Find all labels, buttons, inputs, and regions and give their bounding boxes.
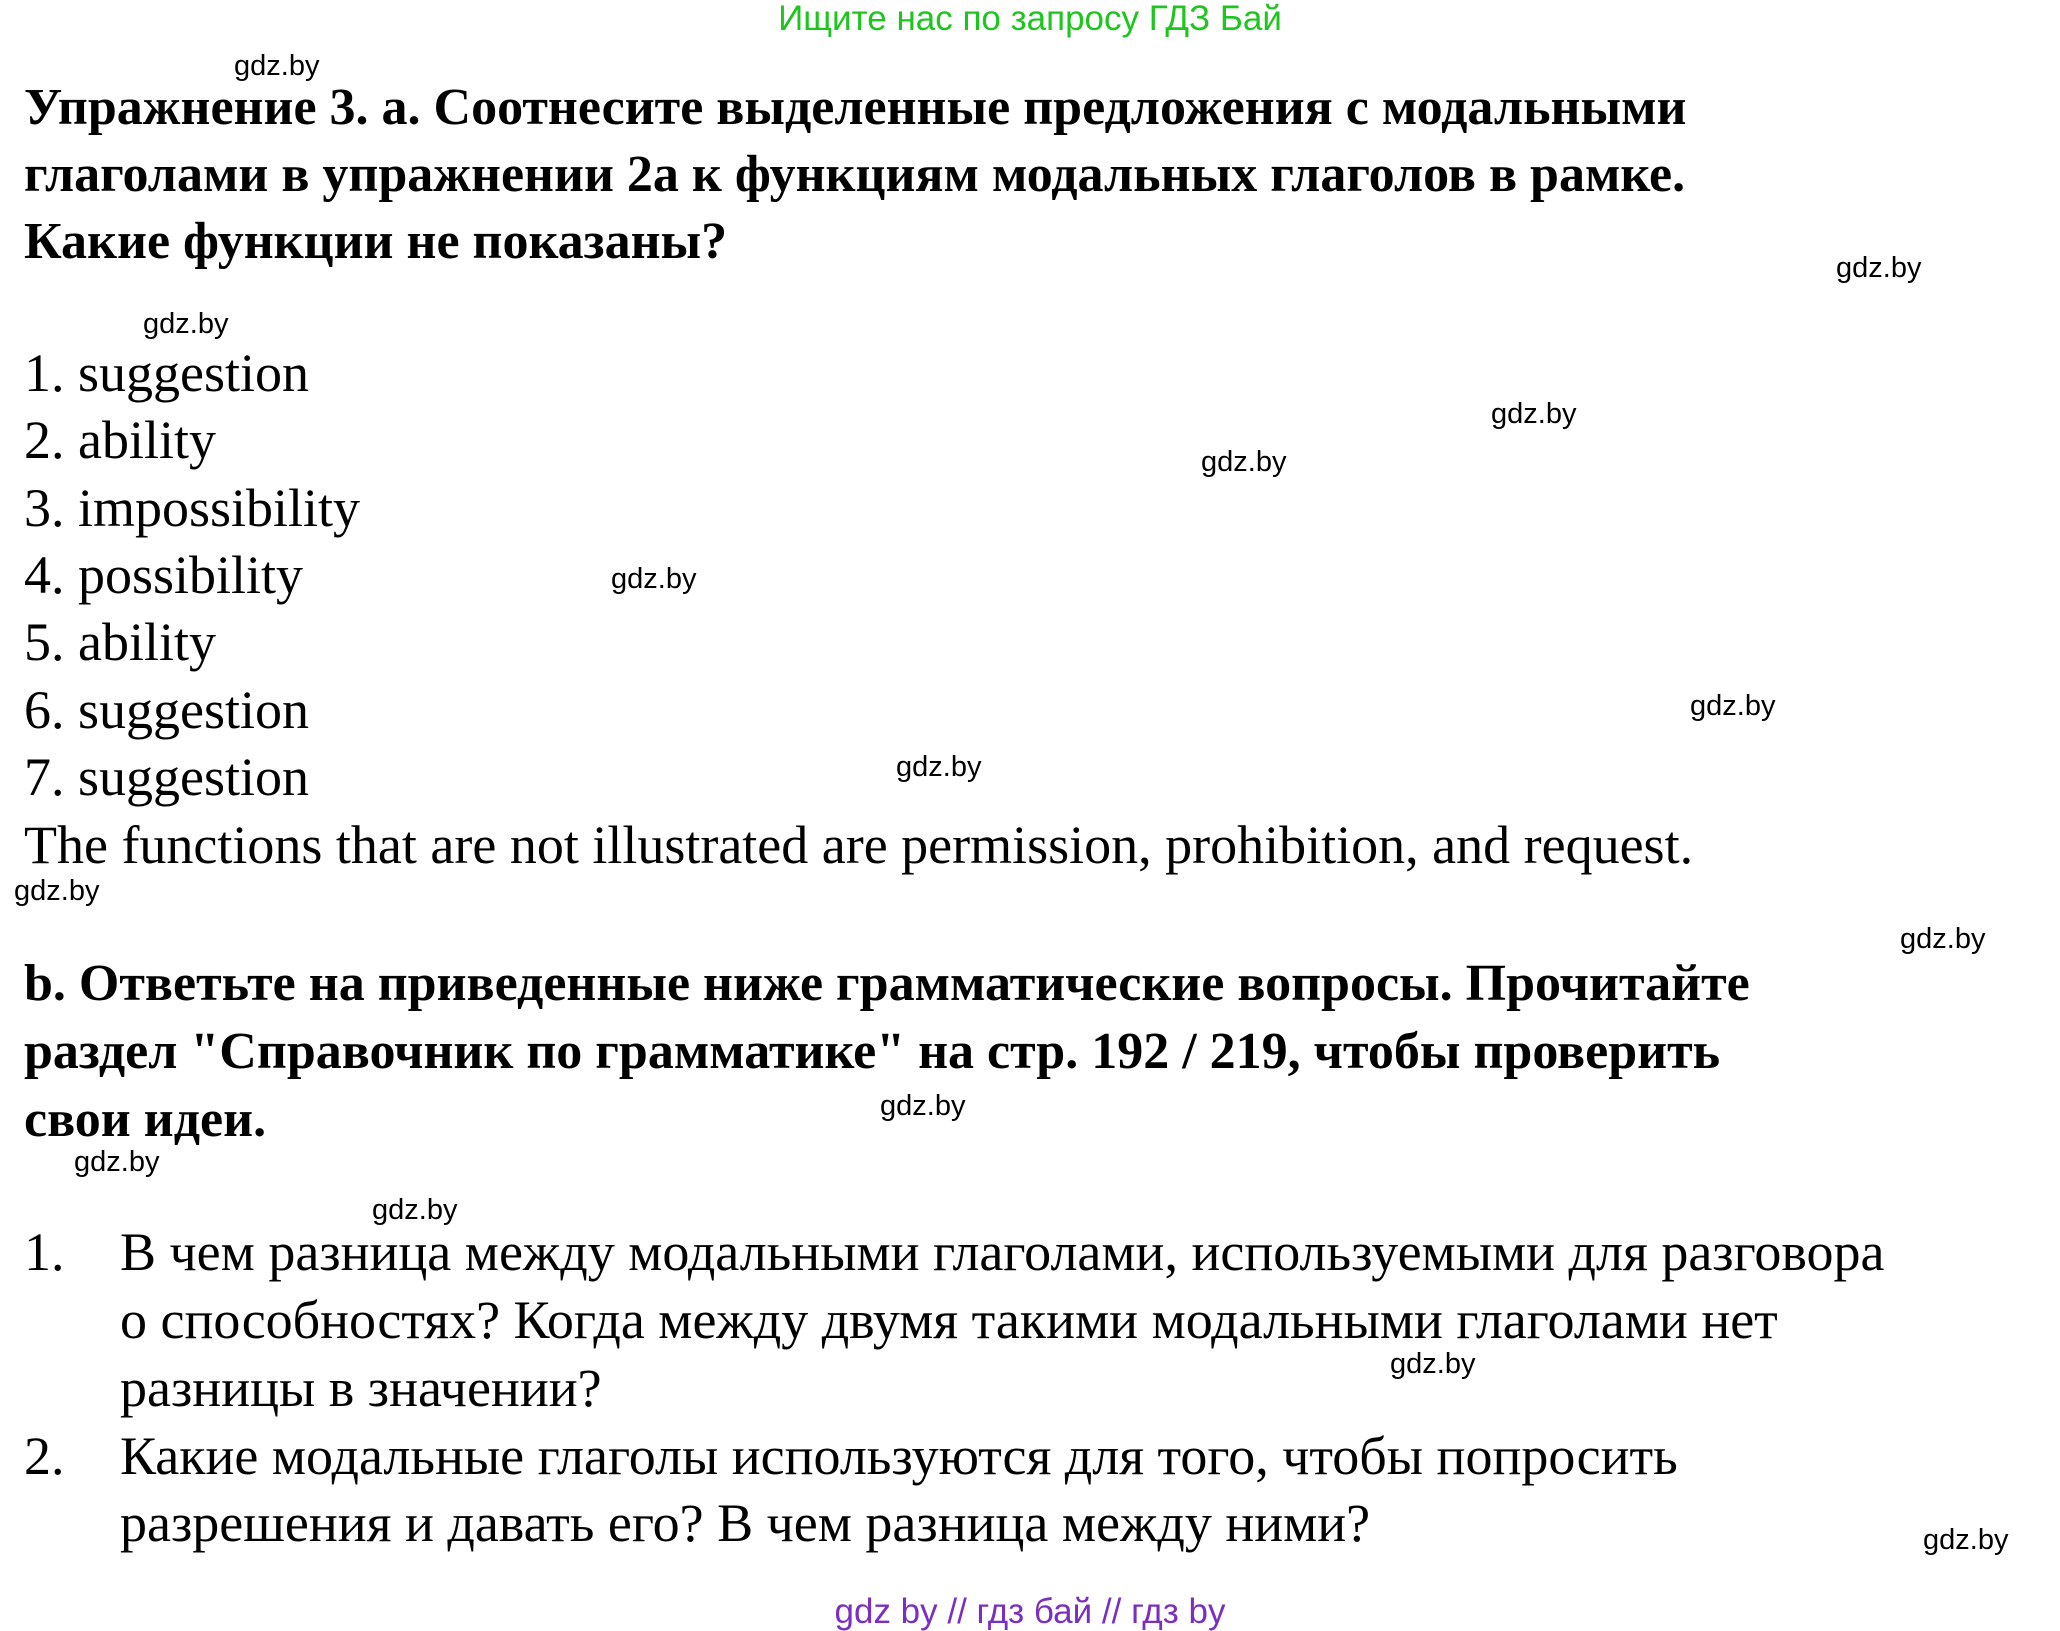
part-b-heading-line-3: свои идеи. <box>24 1091 267 1148</box>
watermark: gdz.by <box>143 308 229 340</box>
question-text-line: разницы в значении? <box>120 1358 602 1418</box>
watermark: gdz.by <box>880 1090 966 1122</box>
answer-item: 5. ability <box>24 612 216 672</box>
exercise-heading-line-1: Упражнение 3. а. Соотнесите выделенные предложения с модальными <box>24 79 1687 136</box>
watermark: gdz.by <box>234 50 320 82</box>
question-number: 2. <box>24 1426 65 1486</box>
answer-item: 6. suggestion <box>24 680 310 740</box>
watermark: gdz.by <box>1491 398 1577 430</box>
answer-item: 1. suggestion <box>24 343 310 403</box>
watermark: gdz.by <box>1690 690 1776 722</box>
question-text-line: Какие модальные глаголы используются для того, чтобы попросить <box>120 1426 1678 1486</box>
watermark: gdz.by <box>1836 252 1922 284</box>
question-text-line: В чем разница между модальными глаголами, используемыми для разговора <box>120 1222 1885 1282</box>
part-b-heading-line-1: b. Ответьте на приведенные ниже грамматические вопросы. Прочитайте <box>24 955 1750 1012</box>
exercise-heading-line-3: Какие функции не показаны? <box>24 213 728 270</box>
watermark: gdz.by <box>372 1194 458 1226</box>
top-banner: Ищите нас по запросу ГДЗ Бай <box>778 0 1282 38</box>
watermark: gdz.by <box>1390 1348 1476 1380</box>
answer-item: 7. suggestion <box>24 747 310 807</box>
answer-item: 3. impossibility <box>24 478 361 538</box>
part-b-heading-line-2: раздел "Справочник по грамматике" на стр. 192 / 219, чтобы проверить <box>24 1023 1721 1080</box>
answer-item: 2. ability <box>24 410 216 470</box>
answer-item: 4. possibility <box>24 545 304 605</box>
watermark: gdz.by <box>1923 1524 2009 1556</box>
exercise-heading-line-2: глаголами в упражнении 2а к функциям модальных глаголов в рамке. <box>24 146 1686 203</box>
question-text-line: о способностях? Когда между двумя такими модальными глаголами нет <box>120 1290 1778 1350</box>
watermark: gdz.by <box>14 875 100 907</box>
watermark: gdz.by <box>1201 446 1287 478</box>
question-number: 1. <box>24 1222 65 1282</box>
watermark: gdz.by <box>74 1146 160 1178</box>
question-text-line: разрешения и давать его? В чем разница между ними? <box>120 1493 1371 1553</box>
watermark: gdz.by <box>611 563 697 595</box>
footer-link-text[interactable]: gdz by // гдз бай // гдз by <box>834 1592 1226 1631</box>
watermark: gdz.by <box>896 751 982 783</box>
watermark: gdz.by <box>1900 923 1986 955</box>
conclusion-text: The functions that are not illustrated are permission, prohibition, and request. <box>24 815 1694 875</box>
